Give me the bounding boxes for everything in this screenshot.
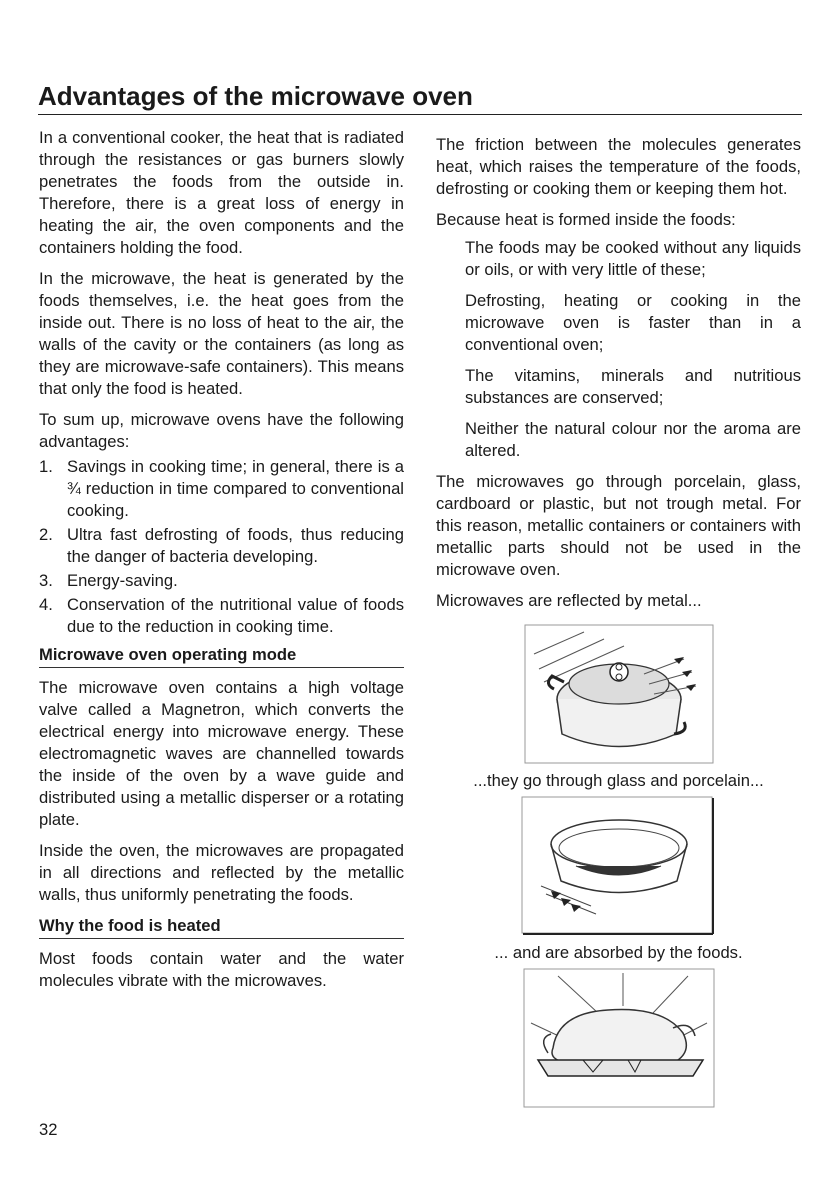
paragraph-because: Because heat is formed inside the foods: [436,210,736,229]
right-column [436,134,801,1108]
paragraph-conventional-cooker: In a conventional cooker, the heat that is radiated through the resistances or gas burners slowly penetrates the foods from the outside in. Therefore, there is a great loss of energy in heating the air, the oven components and the containers holding the food. [39,128,404,257]
list-item: 2. Ultra fast defrosting of foods, thus reducing the danger of bacteria developing. [39,525,404,566]
roast-food-illustration [523,968,715,1108]
list-item: 3. Energy-saving. [39,571,178,590]
page-title: Advantages of the microwave oven [38,80,802,115]
paragraph-microwave-heat: In the microwave, the heat is generated by the foods themselves, i.e. the heat goes from the inside out. There is no loss of heat to the air, the walls of the cavity or the containers (as long as they are microwave-safe containers). This means that only the food is heated. [39,269,404,398]
left-column [39,127,404,1001]
list-item: 1. Savings in cooking time; in general, there is a ¾ reduction in time compared to conventional cooking. [39,457,404,520]
paragraph-summary: To sum up, microwave ovens have the following advantages: [39,410,404,451]
caption-glass-porcelain: ...they go through glass and porcelain... [473,771,764,790]
point-item: Defrosting, heating or cooking in the microwave oven is faster than in a conventional oven; [465,291,801,354]
point-item: Neither the natural colour nor the aroma are altered. [465,419,801,460]
glass-dish-illustration [521,796,716,936]
advantages-list [39,456,404,638]
paragraph-magnetron: The microwave oven contains a high voltage valve called a Magnetron, which converts the electrical energy into microwave energy. These electromagnetic waves are channelled towards the inside of the oven by a wave guide and distributed using a metallic disperser or a rotating plate. [39,678,404,829]
paragraph-water-molecules: Most foods contain water and the water molecules vibrate with the microwaves. [39,949,404,990]
metal-pot-illustration [524,624,714,764]
paragraph-friction: The friction between the molecules generates heat, which raises the temperature of the foods, defrosting or cooking them or keeping them hot. [436,135,801,198]
list-item: 4. Conservation of the nutritional value of foods due to the reduction in cooking time. [39,595,404,636]
point-item: The vitamins, minerals and nutritious substances are conserved; [465,366,801,407]
point-item: The foods may be cooked without any liquids or oils, or with very little of these; [465,238,801,279]
heading-why-heated: Why the food is heated [39,915,404,939]
caption-absorbed: ... and are absorbed by the foods. [494,943,743,962]
heading-operating-mode: Microwave oven operating mode [39,644,404,668]
page-number: 32 [39,1120,58,1139]
paragraph-propagation: Inside the oven, the microwaves are propagated in all directions and reflected by the metallic walls, thus uniformly penetrating the foods. [39,841,404,904]
paragraph-reflected: Microwaves are reflected by metal... [436,591,702,610]
paragraph-materials: The microwaves go through porcelain, glass, cardboard or plastic, but not trough metal. For this reason, metallic containers or containers with metallic parts should not be used in the microwave oven. [436,472,801,579]
